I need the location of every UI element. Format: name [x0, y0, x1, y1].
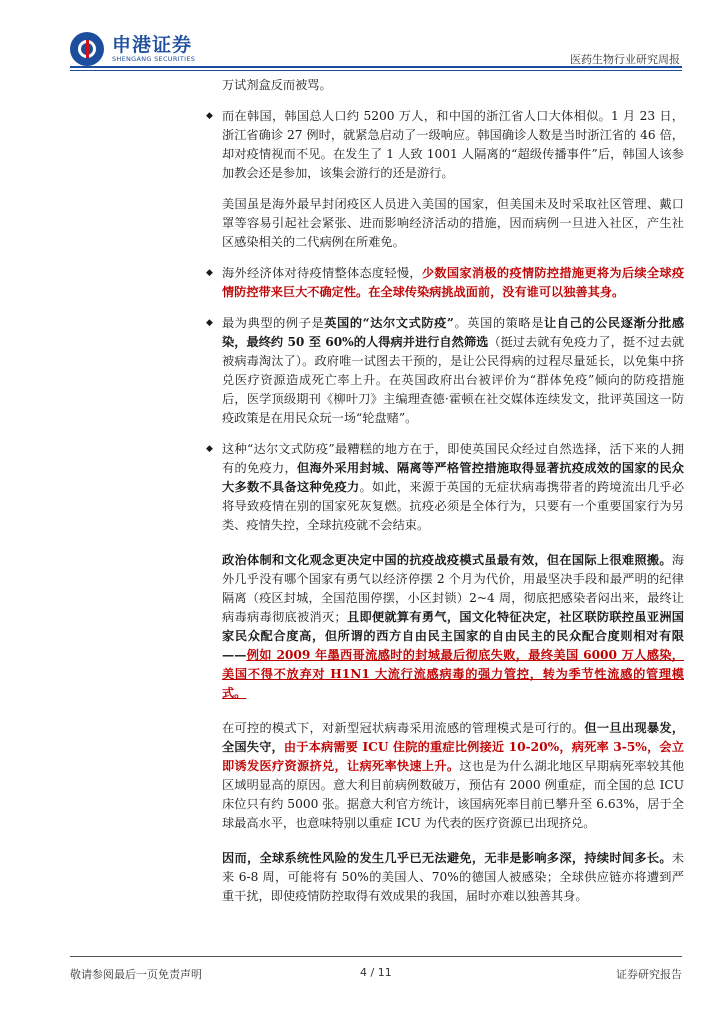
header-divider — [70, 66, 682, 68]
paragraph: 在可控的模式下，对新型冠状病毒采用流感的管理模式是可行的。但一旦出现暴发，全国失守，由于本病需要 ICU 住院的重症比例接近 10-20%，病死率 3-5%，会立即诱发医疗资源挤兑，让病死率快速上升。这也是为什么湖北地区早期病死率较其他区域明显高的原因。意大利目前病例数破万，预估有 2000 例重症，而全国的总 ICU 床位只有约 5000 张。据意大利官方统计，该国病死率目前已攀升至 6.63%，居于全球最高水平，也意味特别以重症 ICU 为代表的医疗资源已出现挤兑。 — [222, 721, 685, 830]
footer-divider — [70, 956, 682, 957]
diamond-bullet-icon: ◆ — [206, 318, 213, 328]
paragraph: 政治体制和文化观念更决定中国的抗疫战疫模式虽最有效，但在国际上很难照搬。海外几乎没有哪个国家有勇气以经济停摆 2 个月为代价，用最坚决手段和最严明的纪律隔离（疫区封城，全国范围停摆，小区封锁）2~4 周，彻底把感染者闷出来，最终让病毒病毒彻底被消灭；且即便就算有勇气，国文化特征决定，社区联防联控虽亚洲国家民众配合度高，但所谓的西方自由民主国家的自由民主的民众配合度则相对有限——例如 2009 年墨西哥流感时的封城最后彻底失败，最终美国 6000 万人感染，美国不得不放弃对 H1N1 大流行流感病毒的强力管控，转为季节性流感的管理模式。 — [222, 553, 684, 700]
report-type: 医药生物行业研究周报 — [570, 53, 680, 66]
bullet-paragraph: ◆ 海外经济体对待疫情整体态度轻慢，少数国家消极的疫情防控措施更将为后续全球疫情防控带来巨大不确定性。在全球传染病挑战面前，没有谁可以独善其身。 — [206, 266, 685, 299]
brand-name-en: SHENGANG SECURITIES — [112, 54, 196, 63]
body-text — [206, 76, 685, 906]
paragraph: 因而，全球系统性风险的发生几乎已无法避免，无非是影响多深，持续时间多长。未来 6-8 周，可能将有 50%的美国人、70%的德国人被感染；全球供应链亦将遭到严重干扰，即使疫情防控取得有效成果的我国，届时亦难以独善其身。 — [222, 851, 684, 903]
diamond-bullet-icon: ◆ — [206, 444, 213, 454]
paragraph: 美国虽是海外最早封闭疫区人员进入美国的国家，但美国未及时采取社区管理、戴口罩等容易引起社会紧张、进而影响经济活动的措施，因而病例一旦进入社区，产生社区感染相关的二代病例在所难免。 — [222, 197, 684, 249]
brand-name-cn: 申港证券 — [112, 33, 193, 56]
diamond-bullet-icon: ◆ — [206, 268, 213, 278]
page-number: 4 / 11 — [360, 966, 392, 979]
paragraph: 万试剂盒反而被骂。 — [222, 78, 332, 92]
page-footer — [70, 960, 682, 980]
diamond-bullet-icon: ◆ — [206, 111, 213, 121]
logo-emblem-icon — [70, 32, 104, 66]
bullet-paragraph: ◆ 而在韩国，韩国总人口约 5200 万人，和中国的浙江省人口大体相似。1 月 23 日，浙江省确诊 27 例时，就紧急启动了一级响应。韩国确诊人数是当时浙江省的 46 倍，却对疫情视而不见。在发生了 1 人致 1001 人隔离的“超级传播事件”后，韩国人该参加教会还是参加，该集会游行的还是游行。 — [206, 109, 684, 180]
header-divider-thin — [70, 70, 682, 71]
bullet-paragraph: ◆ 最为典型的例子是英国的“达尔文式防疫”。英国的策略是让自己的公民逐渐分批感染，最终约 50 至 60%的人得病并进行自然筛选（挺过去就有免疫力了，挺不过去就被病毒淘汰了）。政府唯一试图去干预的，是让公民得病的过程尽量延长，以免集中挤兑医疗资源造成死亡率上升。在英国政府出台被评价为“群体免疫”倾向的防疫措施后，医学顶级期刊《柳叶刀》主编理查德·霍顿在社交媒体连续发文，批评英国这一防疫政策是在用民众玩一场“轮盘赌”。 — [206, 316, 685, 425]
document-type: 证券研究报告 — [616, 968, 682, 981]
bullet-paragraph: ◆ 这种“达尔文式防疫”最糟糕的地方在于，即使英国民众经过自然选择，活下来的人拥有的免疫力，但海外采用封城、隔离等严格管控措施取得显著抗疫成效的国家的民众大多数不具备这种免疫力。如此，来源于英国的无症状病毒携带者的跨境流出几乎必将导致疫情在别的国家死灰复燃。抗疫必须是全体行为，只要有一个重要国家行为另类、疫情失控，全球抗疫就不会结束。 — [206, 442, 685, 532]
page-header — [0, 0, 724, 76]
disclaimer-note: 敬请参阅最后一页免责声明 — [70, 968, 202, 981]
company-logo — [70, 32, 195, 66]
